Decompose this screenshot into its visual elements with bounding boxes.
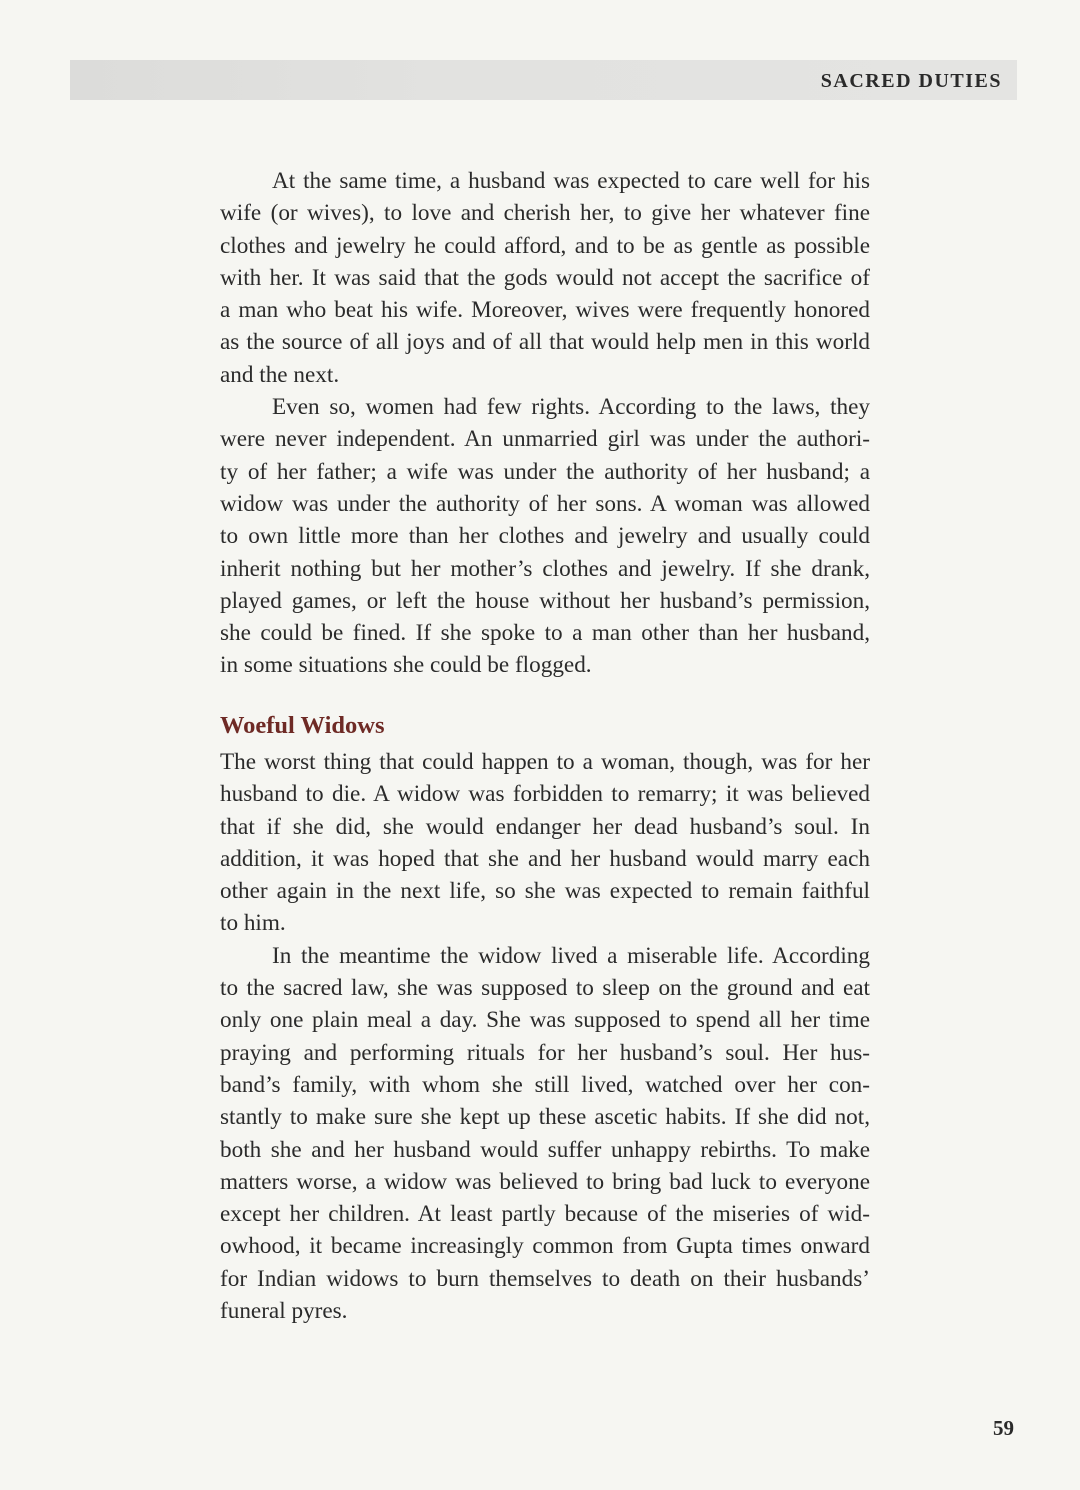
text-line: ty of her father; a wife was under the authority of her husband; a [220, 458, 870, 485]
text-line: husband to die. A widow was forbidden to remarry; it was believed [220, 781, 870, 808]
text-line: in some situations she could be flogged. [220, 652, 592, 679]
text-line: addition, it was hoped that she and her husband would marry each [220, 845, 870, 872]
body-text-block-2 [220, 746, 870, 1327]
text-line: The worst thing that could happen to a woman, though, was for her [220, 749, 870, 775]
text-line: funeral pyres. [220, 1298, 348, 1325]
text-line: wife (or wives), to love and cherish her, to give her whatever fine [220, 200, 870, 227]
text-line: owhood, it became increasingly common from Gupta times onward [220, 1233, 870, 1260]
page-number: 59 [993, 1416, 1014, 1440]
text-line: widow was under the authority of her sons. A woman was allowed [220, 490, 870, 517]
text-line: and the next. [220, 361, 340, 388]
text-line: In the meantime the widow lived a miserable life. According [272, 942, 870, 969]
text-line: praying and performing rituals for her husband’s soul. Her hus- [220, 1039, 870, 1066]
text-line: played games, or left the house without her husband’s permission, [220, 587, 870, 614]
text-line: stantly to make sure she kept up these ascetic habits. If she did not, [220, 1104, 870, 1131]
text-line: clothes and jewelry he could afford, and to be as gentle as possible [220, 232, 870, 259]
text-line: were never independent. An unmarried girl was under the authori- [220, 426, 870, 453]
text-line: she could be fined. If she spoke to a man other than her husband, [220, 620, 870, 647]
text-line: with her. It was said that the gods would not accept the sacrifice of [220, 264, 870, 291]
text-line: At the same time, a husband was expected to care well for his [272, 168, 870, 194]
text-line: a man who beat his wife. Moreover, wives were frequently honored [220, 297, 870, 324]
text-line: both she and her husband would suffer unhappy rebirths. To make [220, 1136, 870, 1163]
text-line: to own little more than her clothes and jewelry and usually could [220, 523, 870, 550]
text-line: Even so, women had few rights. According to the laws, they [272, 394, 870, 421]
text-line: inherit nothing but her mother’s clothes and jewelry. If she drank, [220, 555, 870, 582]
text-line: matters worse, a widow was believed to bring bad luck to everyone [220, 1168, 870, 1195]
text-line: to the sacred law, she was supposed to sleep on the ground and eat [220, 975, 870, 1002]
text-line: for Indian widows to burn themselves to death on their husbands’ [220, 1265, 870, 1292]
running-head: SACRED DUTIES [820, 70, 1002, 92]
text-line: other again in the next life, so she was expected to remain faithful [220, 878, 870, 905]
body-text-block-1 [220, 165, 870, 682]
text-line: except her children. At least partly because of the miseries of wid- [220, 1201, 870, 1228]
text-line: band’s family, with whom she still lived, watched over her con- [220, 1071, 870, 1098]
text-line: that if she did, she would endanger her dead husband’s soul. In [220, 813, 870, 840]
text-line: as the source of all joys and of all that would help men in this world [220, 329, 870, 356]
text-line: only one plain meal a day. She was supposed to spend all her time [220, 1007, 870, 1034]
text-line: to him. [220, 910, 286, 937]
section-heading: Woeful Widows [220, 712, 385, 739]
